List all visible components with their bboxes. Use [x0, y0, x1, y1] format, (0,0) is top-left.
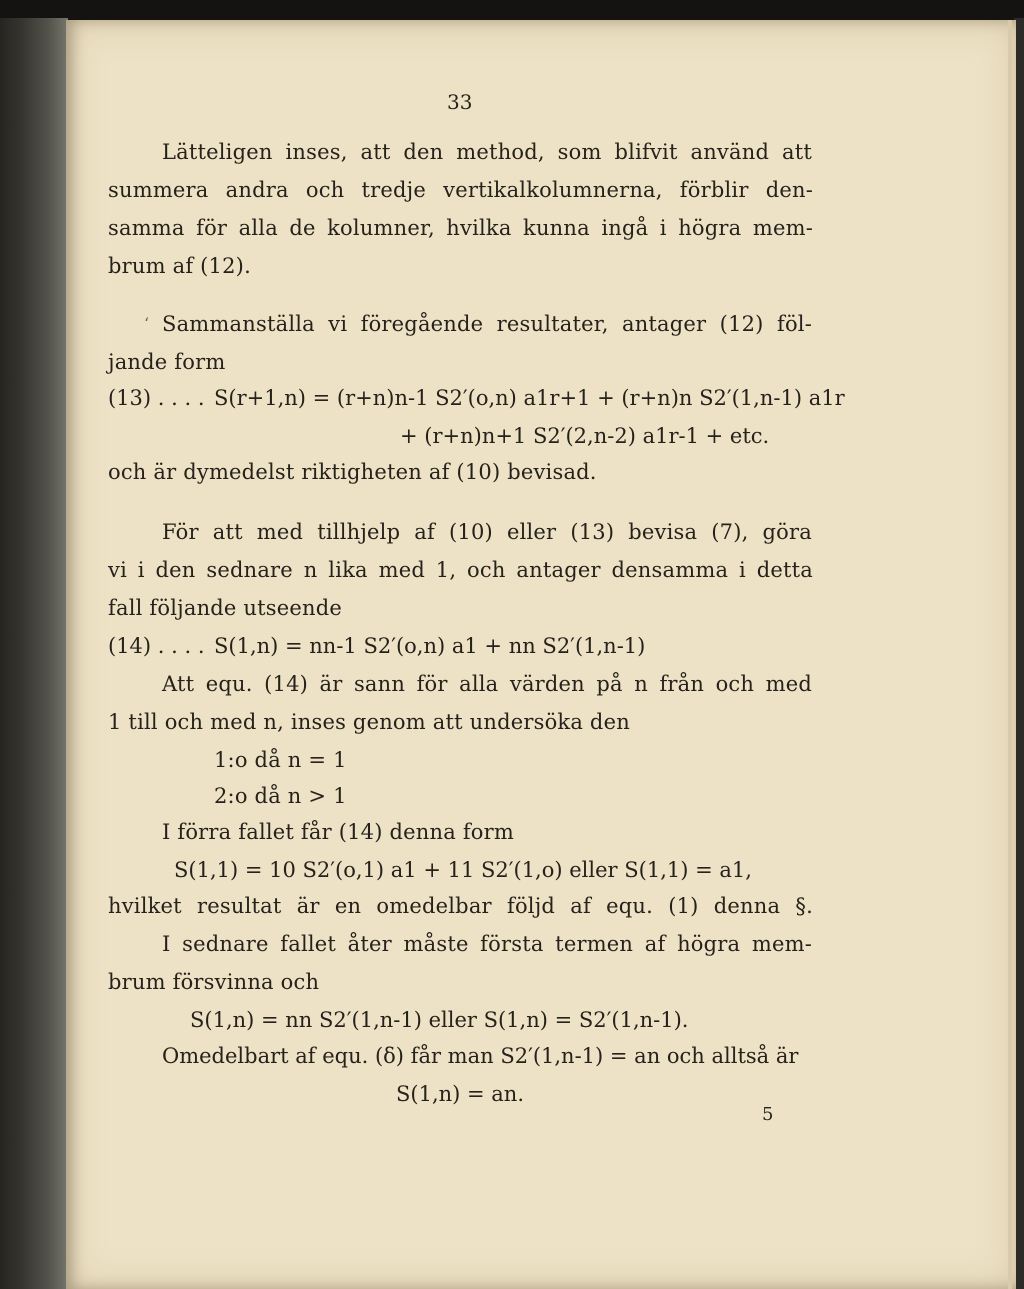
equation-label: (14) . . . . — [108, 634, 205, 658]
text-line: 1 till och med n, inses genom att undersöka den — [108, 710, 630, 734]
equation-case-2: S(1,n) = nn S2′(1,n-1) eller S(1,n) = S2′(1,n-1). — [190, 1008, 689, 1032]
text-line: I sednare fallet åter måste första termen af högra mem- — [162, 932, 812, 956]
text-line: Sammanställa vi föregående resultater, antager (12) föl- — [162, 312, 812, 336]
equation-case-1: S(1,1) = 10 S2′(o,1) a1 + 11 S2′(1,o) eller S(1,1) = a1, — [174, 858, 752, 882]
text-line: Att equ. (14) är sann för alla värden på n från och med — [162, 672, 812, 696]
equation-final: S(1,n) = an. — [396, 1082, 524, 1106]
scanner-top-edge — [0, 0, 1024, 22]
text-line: summera andra och tredje vertikalkolumnerna, förblir den- — [108, 178, 813, 202]
text-line: och är dymedelst riktigheten af (10) bevisad. — [108, 460, 597, 484]
margin-mark: ‘ — [144, 314, 150, 333]
equation-13-line-1 — [214, 386, 845, 410]
text-line: brum af (12). — [108, 254, 251, 278]
equation-omedelbart: Omedelbart af equ. (δ) får man S2′(1,n-1) = an och alltså är — [162, 1044, 799, 1068]
text-line: jande form — [108, 350, 226, 374]
book-page — [66, 20, 1016, 1289]
equation-13-line-2 — [400, 424, 769, 448]
page-number: 33 — [447, 90, 473, 114]
equation-label: (13) . . . . — [108, 386, 205, 410]
text-line: I förra fallet får (14) denna form — [162, 820, 514, 844]
equation-14: S(1,n) = nn-1 S2′(o,n) a1 + nn S2′(1,n-1) — [214, 634, 646, 658]
equation-13-line-2-text: + (r+n)n+1 S2′(2,n-2) a1r-1 + etc. — [400, 424, 770, 448]
text-line: Lätteligen inses, att den method, som blifvit använd att — [162, 140, 812, 164]
text-line: brum försvinna och — [108, 970, 320, 994]
page-fore-edge — [1008, 20, 1012, 1289]
text-line: vi i den sednare n lika med 1, och antager densamma i detta — [108, 558, 813, 582]
case-line: 2:o då n > 1 — [214, 784, 347, 808]
text-line: För att med tillhjelp af (10) eller (13) bevisa (7), göra — [162, 520, 812, 544]
text-line: hvilket resultat är en omedelbar följd af equ. (1) denna §. — [108, 894, 813, 918]
case-line: 1:o då n = 1 — [214, 748, 347, 772]
facing-page-edge — [0, 18, 68, 1289]
signature-mark: 5 — [762, 1104, 774, 1125]
text-line: samma för alla de kolumner, hvilka kunna ingå i högra mem- — [108, 216, 813, 240]
text-line: fall följande utseende — [108, 596, 343, 620]
equation-13-line-1-text: S(r+1,n) = (r+n)n-1 S2′(o,n) a1r+1 + (r+n)n S2′(1,n-1) a1r — [214, 386, 845, 410]
